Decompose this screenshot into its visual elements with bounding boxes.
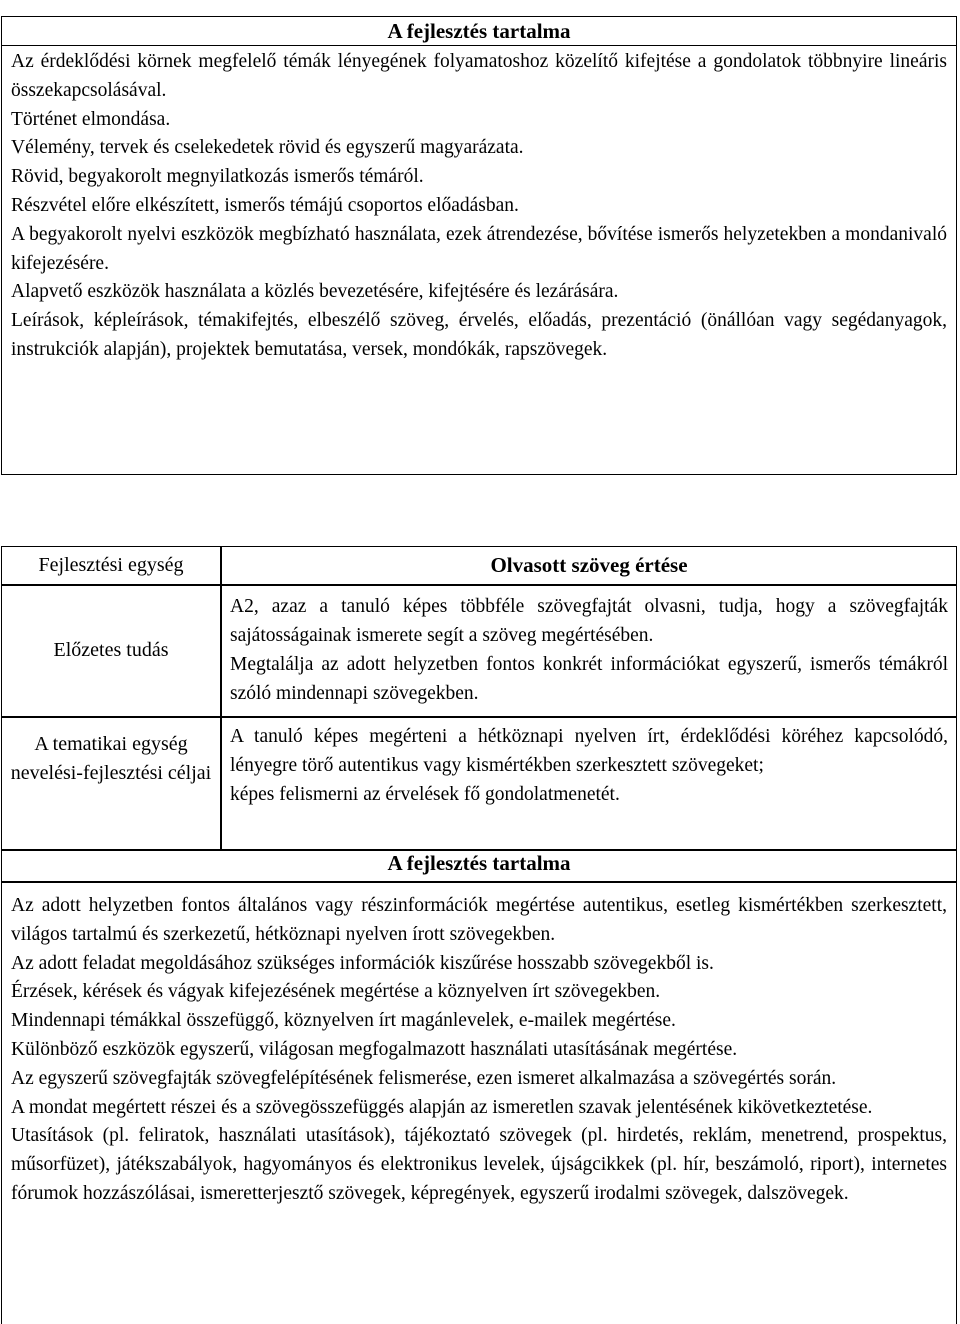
prior-paragraph: A2, azaz a tanuló képes többféle szövegfajtát olvasni, tudja, hogy a szövegfajták sajátosságainak ismerete segít a szöveg megértésében. xyxy=(230,596,948,646)
content-paragraph: Utasítások (pl. feliratok, használati utasítások), tájékoztató szövegek (pl. hirdetés, reklám, menetrend, prospektus, műsorfüzet), játékszabályok, hagyományos és elektronikus levelek, újságcikkek (pl. hír, beszámoló, riport), internetes fórumok hozzászólásai, ismeretterjesztő szövegek, képregények, egyszerű irodalmi szövegek, dalszövegek. xyxy=(11,1125,947,1204)
content-paragraph: Az érdeklődési körnek megfelelő témák lényegének folyamatoshoz közelítő kifejtése a gondolatok többnyire lineáris összekapcsolásával. xyxy=(11,51,947,101)
content-paragraph: A mondat megértett részei és a szövegösszefüggés alapján az ismeretlen szavak jelentésének kikövetkeztetése. xyxy=(11,1096,873,1118)
content-list xyxy=(11,892,947,1209)
content-paragraph: Alapvető eszközök használata a közlés bevezetésére, kifejtésére és lezárására. xyxy=(11,281,619,303)
row-divider xyxy=(2,881,956,883)
content-paragraph: Rövid, begyakorolt megnyilatkozás ismerős témáról. xyxy=(11,166,424,188)
content-paragraph: Történet elmondása. xyxy=(11,108,171,130)
content-paragraph: Az adott feladat megoldásához szükséges információk kiszűrése hosszabb szövegekből is. xyxy=(11,952,714,974)
content-paragraph: Érzések, kérések és vágyak kifejezésének megértése a köznyelven írt szövegekben. xyxy=(11,981,661,1003)
goals-paragraph: A tanuló képes megérteni a hétköznapi nyelven írt, érdeklődési köréhez kapcsolódó, lényegre törő autentikus vagy kismértékben szerkesztett szövegeket; xyxy=(230,726,948,776)
section-title: A fejlesztés tartalma xyxy=(387,851,571,875)
content-paragraph: Részvétel előre elkészített, ismerős témájú csoportos előadásban. xyxy=(11,194,519,216)
row-divider xyxy=(2,584,956,586)
unit-table xyxy=(1,546,957,1324)
content-paragraph: Az adott helyzetben fontos általános vagy részinformációk megértése autentikus, esetleg kismértékben szerkesztett, világos tartalmú és szerkezetű, hétköznapi nyelven írott szövegekben. xyxy=(11,895,947,945)
label-goals: A tematikai egység nevelési-fejlesztési céljai xyxy=(10,733,212,784)
content-paragraph: A begyakorolt nyelvi eszközök megbízható használata, ezek átrendezése, bővítése ismerős helyzetekben a mondanivaló kifejezésére. xyxy=(11,223,947,274)
prior-knowledge-cell xyxy=(230,592,948,708)
content-paragraph: Különböző eszközök egyszerű, világosan megfogalmazott használati utasításának megértése. xyxy=(11,1038,738,1060)
unit-title: Olvasott szöveg értése xyxy=(490,553,688,577)
content-paragraph: Leírások, képleírások, témakifejtés, elbeszélő szöveg, érvelés, előadás, prezentáció (önállóan vagy segédanyagok, instrukciók alapján), projektek bemutatása, versek, mondókák, rapszövegek. xyxy=(11,310,947,360)
content-paragraph: Az egyszerű szövegfajták szövegfelépítésének felismerése, ezen ismeret alkalmazása a szövegértés során. xyxy=(11,1067,837,1089)
prior-paragraph: Megtalálja az adott helyzetben fontos konkrét információkat egyszerű, ismerős témákról szóló mindennapi szövegekben. xyxy=(230,654,948,704)
label-unit: Fejlesztési egység xyxy=(38,554,184,576)
content-list xyxy=(2,46,956,365)
content-paragraph: Mindennapi témákkal összefüggő, köznyelven írt magánlevelek, e-mailek megértése. xyxy=(11,1010,676,1032)
content-paragraph: Vélemény, tervek és cselekedetek rövid és egyszerű magyarázata. xyxy=(11,137,524,159)
row-divider xyxy=(2,716,956,718)
goals-paragraph: képes felismerni az érvelések fő gondolatmenetét. xyxy=(230,784,620,805)
column-divider xyxy=(220,547,222,849)
goals-cell xyxy=(230,722,948,809)
section-title: A fejlesztés tartalma xyxy=(2,17,956,46)
label-prior-knowledge: Előzetes tudás xyxy=(53,639,169,661)
content-box-speaking xyxy=(1,16,957,475)
